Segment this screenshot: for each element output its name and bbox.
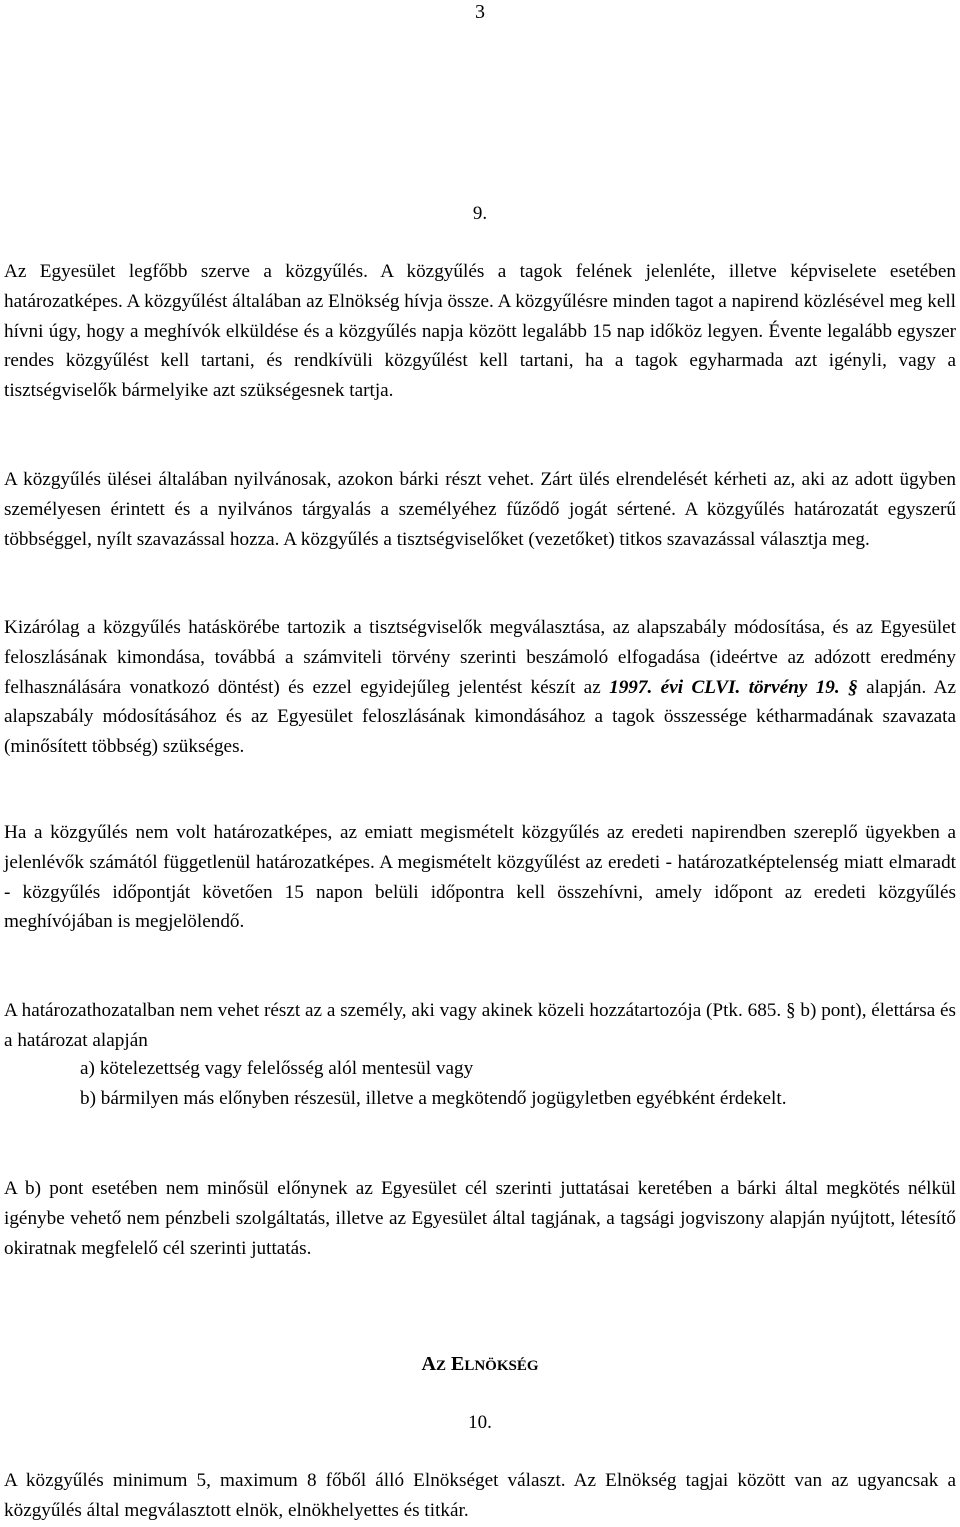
section-heading (0, 1352, 960, 1378)
list-item-b: b) bármilyen más előnyben részesül, illetve a megkötendő jogügyletben egyébként érdekelt. (80, 1088, 787, 1109)
list-item-a: a) kötelezettség vagy felelősség alól mentesül vagy (80, 1058, 474, 1079)
heading-initial: A (421, 1353, 436, 1375)
section-number-9: 9. (472, 203, 488, 224)
paragraph-board: A közgyűlés minimum 5, maximum 8 főből álló Elnökséget választ. Az Elnökség tagjai között van az ugyancsak a közgyűlés által megválasztott elnök, elnökhelyettes és titkár. (4, 1470, 956, 1521)
heading-initial: E (450, 1353, 465, 1375)
paragraph-conflict-of-interest: A határozathozatalban nem vehet részt az a személy, aki vagy akinek közeli hozzátartozója (Ptk. 685. § b) pont), élettársa és a határozat alapján (4, 1000, 956, 1051)
paragraph-exclusive-powers (4, 613, 956, 762)
paragraph-repeated-assembly: Ha a közgyűlés nem volt határozatképes, az emiatt megismételt közgyűlés az eredeti napirendben szereplő ügyekben a jelenlévők számától függetlenül határozatképes. A megismételt közgyűlést az eredeti - határozatképtelenség miatt elmaradt - közgyűlés időpontját követően 15 napon belüli időpontra kell összehívni, amely időpont az eredeti közgyűlés meghívójában is megjelölendő. (4, 822, 956, 933)
heading-smallcaps: LNÖKSÉG (464, 1358, 539, 1374)
paragraph-meetings: A közgyűlés ülései általában nyilvánosak, azokon bárki részt vehet. Zárt ülés elrendelését kérheti az, aki az adott ügyben személyesen érintett és a nyilvános tárgyalás a személyéhez fűződő jogát sértené. A közgyűlés határozatát egyszerű többséggel, nyílt szavazással hozza. A közgyűlés a tisztségviselőket (vezetőket) titkos szavazással választja meg. (4, 469, 956, 550)
section-number-10: 10. (468, 1412, 492, 1433)
page-number: 3 (475, 1, 485, 23)
paragraph-general-assembly: Az Egyesület legfőbb szerve a közgyűlés. A közgyűlés a tagok felének jelenléte, illetve képviselete esetében határozatképes. A közgyűlést általában az Elnökség hívja össze. A közgyűlésre minden tagot a napirend közlésével meg kell hívni úgy, hogy a meghívók elküldése és a közgyűlés napja között legalább 15 nap időköz legyen. Évente legalább egyszer rendes közgyűlést kell tartani, és rendkívüli közgyűlést kell tartani, ha a tagok egyharmada azt igényli, vagy a tisztségviselők bármelyike azt szükségesnek tartja. (4, 261, 956, 402)
heading-smallcaps: Z (435, 1358, 446, 1374)
law-reference: 1997. évi CLVI. törvény 19. § (609, 676, 858, 698)
paragraph-text: Kizárólag a közgyűlés hatáskörébe tartozik a tisztségviselők megválasztása, az alapszabály módosítása, és az Egyesület feloszlásának kimondása, továbbá a számviteli törvény szerinti beszámoló elfogadása (ideértve az adózott eredmény felhasználására vonatkozó döntést) és ezzel egyidejűleg jelentést készít az (4, 617, 956, 698)
paragraph-text: alapján. Az alapszabály módosításához és az Egyesület feloszlásának kimondásához a tagok összessége kétharmadának szavazata (minősített többség) szükséges. (4, 676, 957, 758)
paragraph-point-b: A b) pont esetében nem minősül előnynek az Egyesület cél szerinti juttatásai keretében a bárki által megkötés nélkül igénybe vehető nem pénzbeli szolgáltatás, illetve az Egyesület által tagjának, a tagsági jogviszony alapján nyújtott, létesítő okiratnak megfelelő cél szerinti juttatás. (4, 1178, 956, 1259)
